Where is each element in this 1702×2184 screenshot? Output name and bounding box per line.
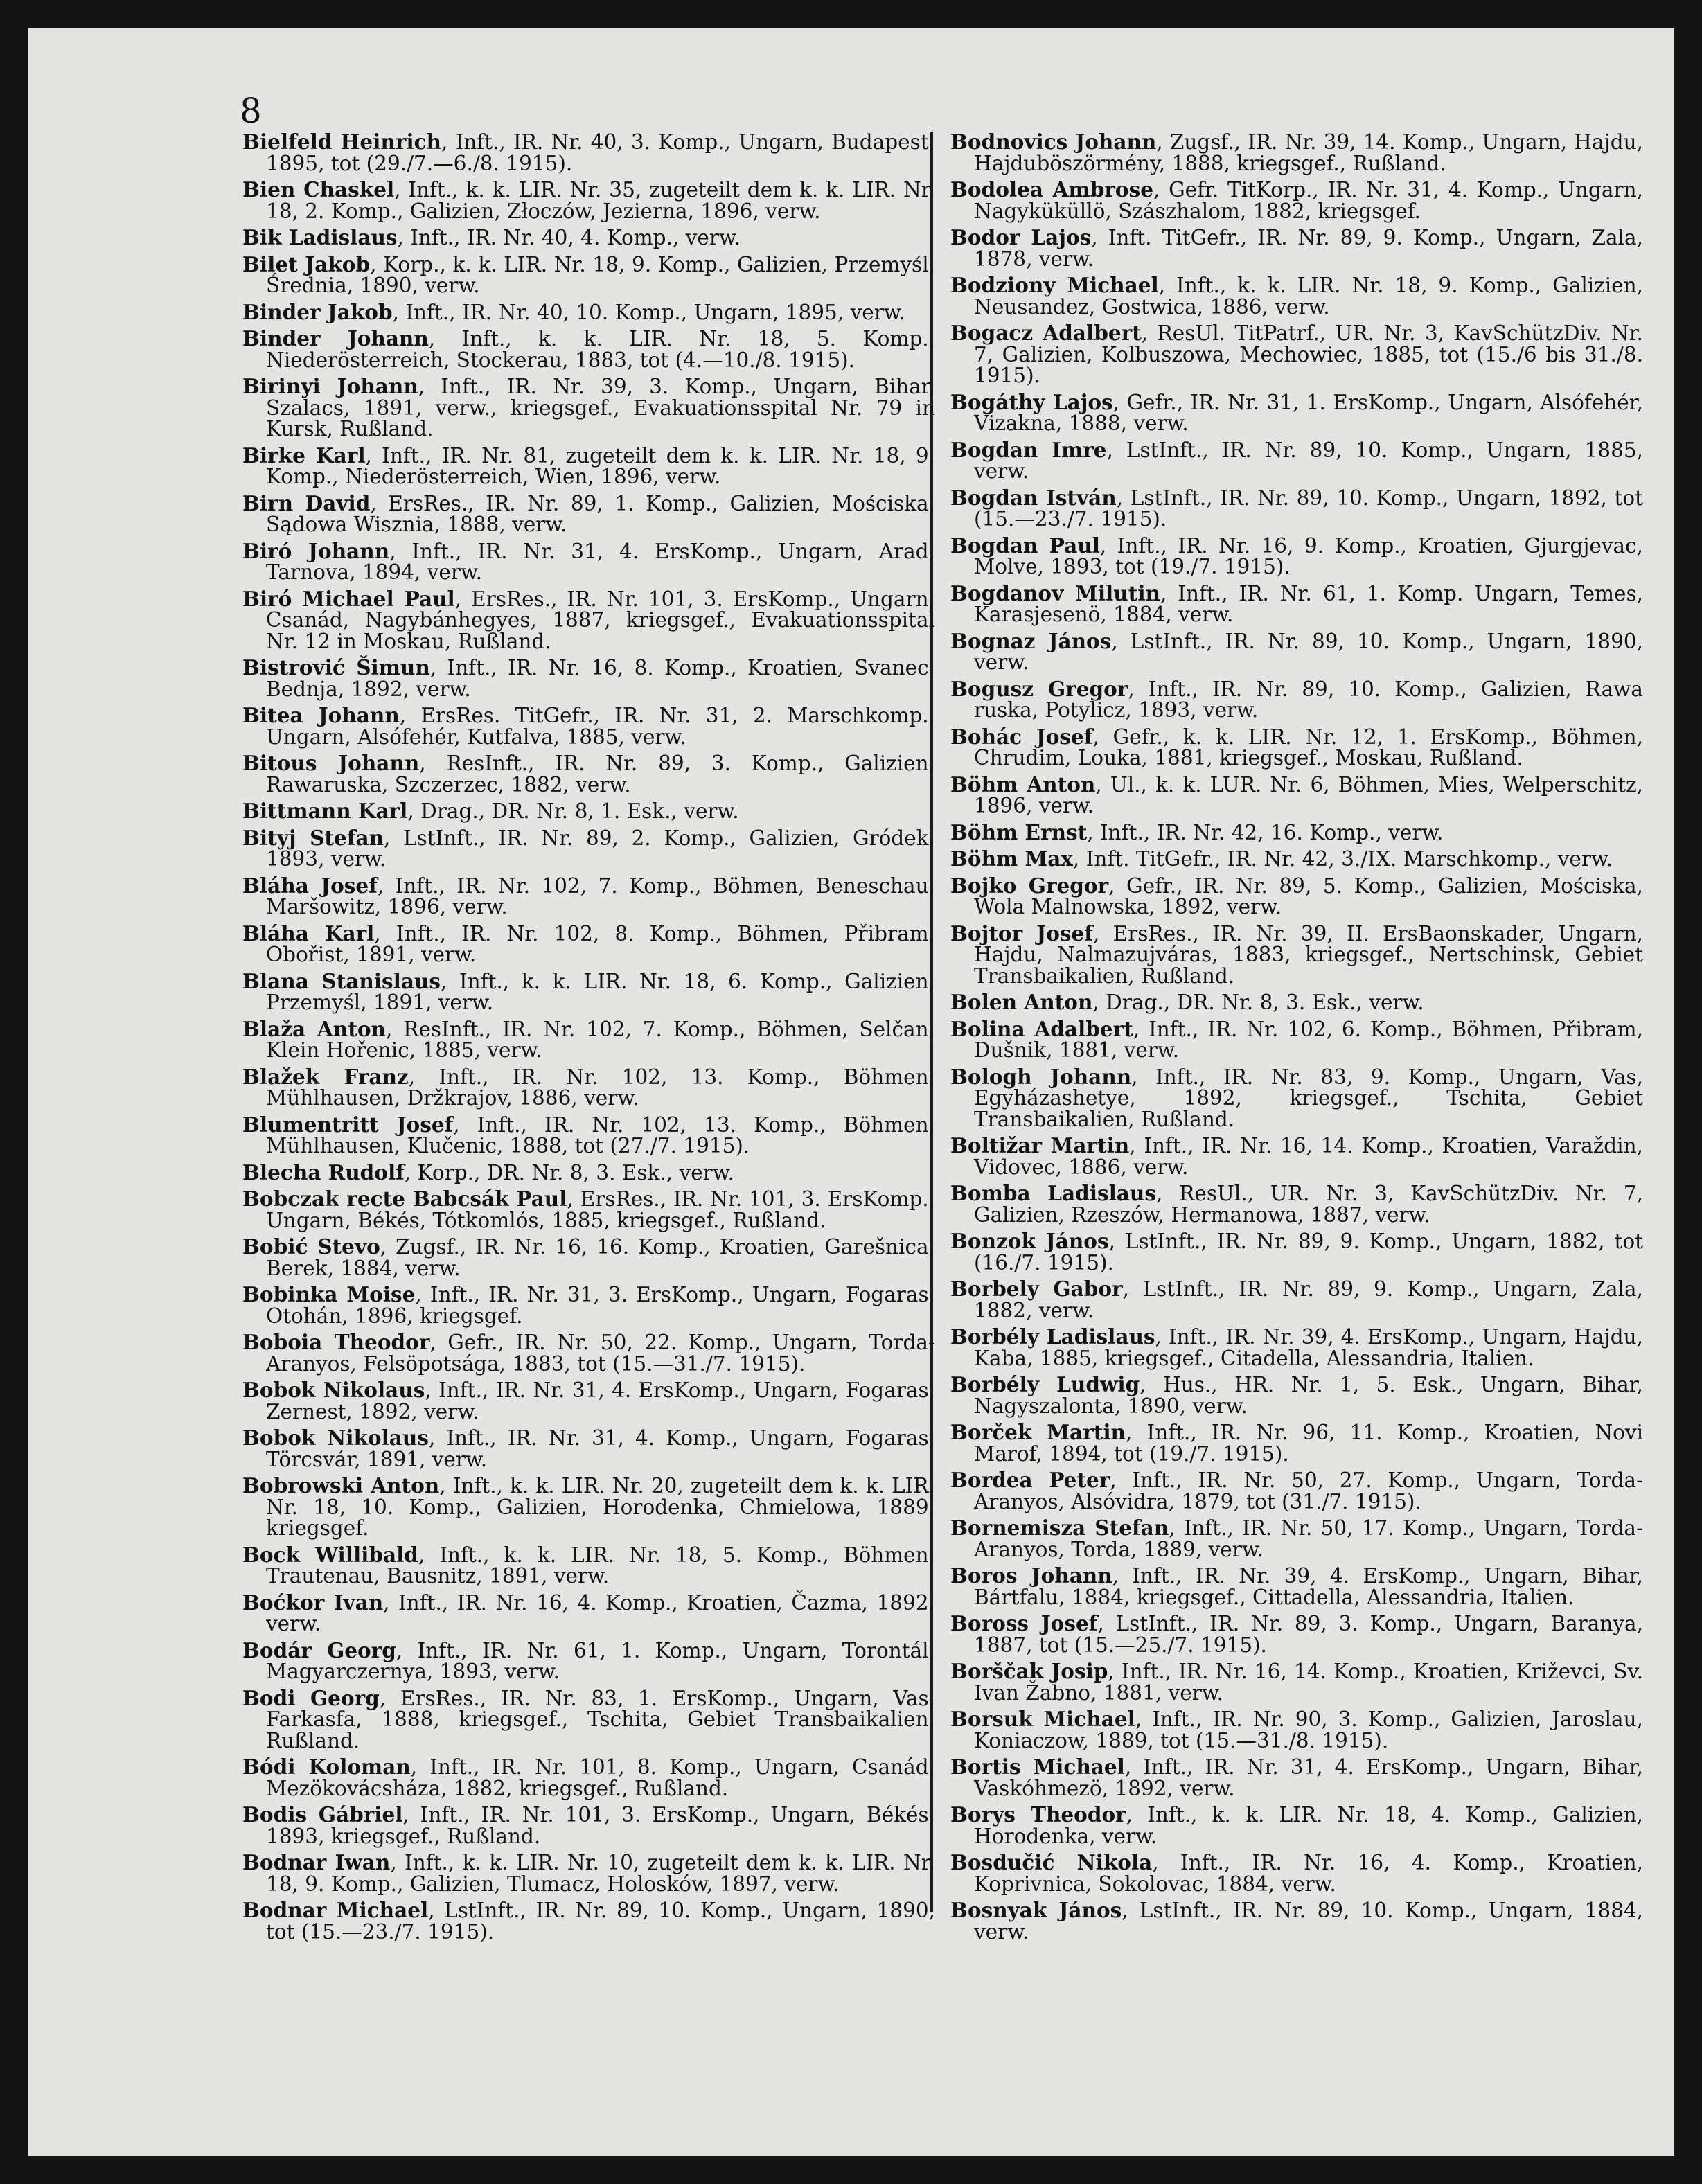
entry-name: Borščak Josip xyxy=(950,1659,1108,1683)
entry-name: Bodnovics Johann xyxy=(950,130,1157,154)
entry-name: Bogdan Paul xyxy=(950,533,1100,558)
entry-name: Bitous Johann xyxy=(242,751,420,775)
list-entry xyxy=(950,1757,1643,1799)
entry-details: , Inft., IR. Nr. 31, 4. ErsKomp., Ungarn, Bihar, Vaskóhmezö, 1892, verw. xyxy=(974,1755,1643,1800)
entry-name: Bosnyak János xyxy=(950,1898,1122,1922)
list-entry xyxy=(950,179,1643,222)
entry-details: , Inft., k. k. LIR. Nr. 18, 4. Komp., Galizien, Horodenka, verw. xyxy=(974,1803,1643,1848)
list-entry xyxy=(242,179,935,222)
entry-details: , Inft., IR. Nr. 31, 4. ErsKomp., Ungarn, Arad, Tarnova, 1894, verw. xyxy=(266,539,935,584)
entry-details: , LstInft., IR. Nr. 89, 2. Komp., Galizien, Gródek, 1893, verw. xyxy=(266,826,935,871)
entry-name: Bobok Nikolaus xyxy=(242,1378,425,1402)
list-entry xyxy=(242,1112,935,1157)
list-entry xyxy=(950,1804,1643,1847)
entry-name: Birke Karl xyxy=(242,443,366,468)
list-entry xyxy=(242,1064,935,1110)
list-entry xyxy=(242,1542,936,1588)
entry-name: Boboia Theodor xyxy=(242,1330,430,1354)
entry-details: , ResUl. TitPatrf., UR. Nr. 3, KavSchützDiv. Nr. 7, Galizien, Kolbuszowa, Mechowiec, 1885, tot (15./6 bis 31./8. 1915). xyxy=(974,321,1643,387)
list-entry xyxy=(242,801,935,822)
list-entry xyxy=(242,1804,935,1847)
list-entry xyxy=(242,1284,935,1326)
list-entry xyxy=(950,1183,1643,1225)
list-entry xyxy=(950,1231,1643,1273)
list-entry xyxy=(242,705,935,747)
entry-details: , Inft., k. k. LIR. Nr. 35, zugeteilt dem k. k. LIR. Nr. 18, 2. Komp., Galizien, Złoczów, Jezierna, 1896, verw. xyxy=(266,178,935,223)
entry-name: Bodolea Ambrose xyxy=(950,177,1153,202)
page-number: 8 xyxy=(240,91,262,131)
entry-details: , Drag., DR. Nr. 8, 1. Esk., verw. xyxy=(407,799,739,823)
entry-details: , Inft., IR. Nr. 16, 14. Komp., Kroatien, Križevci, Sv. Ivan Žabno, 1881, verw. xyxy=(974,1660,1643,1705)
entry-name: Bielfeld Heinrich xyxy=(242,130,441,154)
list-entry xyxy=(242,1189,935,1231)
entry-name: Blecha Rudolf xyxy=(242,1160,405,1184)
entry-name: Bonzok János xyxy=(950,1229,1109,1253)
entry-details: , Inft., IR. Nr. 39, 3. Komp., Ungarn, Bihar, Szalacs, 1891, verw., kriegsgef., Evakuationsspital Nr. 79 in Kursk, Rußland. xyxy=(266,375,935,441)
entry-name: Borbély Ludwig xyxy=(950,1372,1140,1396)
entry-details: , Hus., HR. Nr. 1, 5. Esk., Ungarn, Bihar, Nagyszalonta, 1890, verw. xyxy=(974,1373,1643,1418)
entry-name: Blaža Anton xyxy=(242,1016,386,1041)
entry-name: Böhm Max xyxy=(950,846,1073,871)
list-entry xyxy=(950,1852,1643,1894)
entry-details: , Inft., k. k. LIR. Nr. 18, 9. Komp., Galizien, Neusandez, Gostwica, 1886, verw. xyxy=(974,274,1643,319)
entry-name: Bognaz János xyxy=(950,628,1112,653)
entry-name: Bodziony Michael xyxy=(950,273,1159,297)
list-entry xyxy=(242,1592,935,1635)
entry-name: Boćkor Ivan xyxy=(242,1590,384,1615)
entry-name: Bodár Georg xyxy=(242,1637,396,1662)
list-entry xyxy=(950,132,1643,174)
entry-details: , Inft., IR. Nr. 61, 1. Komp., Ungarn, Torontál, Magyarczernya, 1893, verw. xyxy=(266,1638,935,1683)
entry-name: Bosdučić Nikola xyxy=(950,1850,1153,1874)
entry-details: , Inft., IR. Nr. 16, 14. Komp., Kroatien, Varaždin, Vidovec, 1886, verw. xyxy=(974,1134,1643,1179)
list-entry xyxy=(242,1475,935,1539)
list-entry xyxy=(242,1236,935,1279)
list-entry xyxy=(950,580,1643,626)
entry-name: Bien Chaskel xyxy=(242,177,395,202)
entry-details: , Inft., IR. Nr. 61, 1. Komp. Ungarn, Temes, Karasjesenö, 1884, verw. xyxy=(974,581,1643,626)
list-entry xyxy=(950,628,1643,674)
entry-details: , Inft., IR. Nr. 102, 6. Komp., Böhmen, Přibram, Dušnik, 1881, verw. xyxy=(974,1017,1643,1062)
entry-details: , Inft., IR. Nr. 102, 13. Komp., Böhmen, Mühlhausen, Klučenic, 1888, tot (27./7. 1915). xyxy=(266,1112,935,1157)
entry-details: , Inft., IR. Nr. 90, 3. Komp., Galizien, Jaroslau, Koniaczow, 1889, tot (15.—31./8. 1915). xyxy=(974,1707,1644,1752)
entry-name: Bik Ladislaus xyxy=(242,225,398,249)
entry-details: , Inft., k. k. LIR. Nr. 18, 5. Komp., Böhmen, Trautenau, Bausnitz, 1891, verw. xyxy=(266,1543,936,1588)
entry-details: , Inft., IR. Nr. 39, 4. ErsKomp., Ungarn, Hajdu, Kaba, 1885, kriegsgef., Citadella, Alessandria, Italien. xyxy=(974,1325,1643,1370)
entry-details: , LstInft., IR. Nr. 89, 10. Komp., Ungarn, 1884, verw. xyxy=(974,1899,1643,1944)
entry-details: , Gefr. TitKorp., IR. Nr. 31, 4. Komp., Ungarn, Nagyküküllö, Szászhalom, 1882, kriegsgef. xyxy=(974,178,1643,223)
entry-name: Bohác Josef xyxy=(950,724,1093,749)
entry-details: , ResInft., IR. Nr. 89, 3. Komp., Galizien, Rawaruska, Szczerzec, 1882, verw. xyxy=(266,752,935,797)
entry-name: Borček Martin xyxy=(950,1420,1126,1444)
entry-details: , Gefr., IR. Nr. 50, 22. Komp., Ungarn, Torda-Aranyos, Felsöpotsága, 1883, tot (15.—31./7. 1915). xyxy=(266,1331,935,1376)
entry-details: , Inft., IR. Nr. 16, 9. Komp., Kroatien, Gjurgjevac, Molve, 1893, tot (19./7. 1915). xyxy=(974,533,1643,578)
entry-name: Biró Johann xyxy=(242,538,390,563)
entry-name: Borbély Ladislaus xyxy=(950,1324,1155,1349)
entry-name: Bogacz Adalbert xyxy=(950,321,1142,345)
list-entry xyxy=(950,1279,1643,1321)
document-page xyxy=(28,28,1674,2156)
entry-name: Bodnar Michael xyxy=(242,1898,429,1922)
list-entry xyxy=(242,299,935,324)
entry-name: Bodor Lajos xyxy=(950,225,1092,249)
entry-name: Boltižar Martin xyxy=(950,1133,1130,1157)
entry-name: Bobok Nikolaus xyxy=(242,1426,429,1450)
entry-name: Bortis Michael xyxy=(950,1755,1125,1779)
entry-details: , Gefr., IR. Nr. 31, 1. ErsKomp., Ungarn, Alsófehér, Vizakna, 1888, verw. xyxy=(974,390,1643,435)
list-entry xyxy=(242,586,935,653)
entry-details: , LstInft., IR. Nr. 89, 9. Komp., Ungarn, Zala, 1882, verw. xyxy=(974,1277,1643,1322)
list-entry xyxy=(242,1428,935,1470)
list-entry xyxy=(950,485,1644,531)
entry-details: , Inft., IR. Nr. 39, 4. ErsKomp., Ungarn, Bihar, Bártfalu, 1884, kriegsgef., Cittadella, Alessandria, Italien. xyxy=(974,1564,1643,1609)
list-entry xyxy=(950,437,1643,483)
list-entry xyxy=(950,275,1643,317)
list-entry xyxy=(950,1016,1643,1062)
list-entry xyxy=(242,1637,935,1683)
entry-name: Bláha Karl xyxy=(242,921,375,945)
entry-name: Binder Johann xyxy=(242,326,429,350)
entry-details: , Inft., IR. Nr. 101, 3. ErsKomp., Ungarn, Békés, 1893, kriegsgef., Rußland. xyxy=(266,1803,936,1848)
list-entry xyxy=(950,1900,1643,1942)
list-entry xyxy=(950,873,1643,918)
entry-name: Bodi Georg xyxy=(242,1685,380,1710)
list-entry xyxy=(242,873,935,918)
entry-details: , ErsRes., IR. Nr. 101, 3. ErsKomp., Ungarn, Békés, Tótkomlós, 1885, kriegsgef., Rußland. xyxy=(266,1187,935,1232)
entry-details: , Inft., IR. Nr. 96, 11. Komp., Kroatien, Novi Marof, 1894, tot (19./7. 1915). xyxy=(974,1421,1644,1466)
entry-name: Bobrowski Anton xyxy=(242,1473,440,1498)
entry-name: Bornemisza Stefan xyxy=(950,1516,1169,1540)
entry-details: , Inft., IR. Nr. 83, 9. Komp., Ungarn, Vas, Egyházashetye, 1892, kriegsgef., Tschita, Gebiet Transbaikalien, Rußland. xyxy=(974,1065,1643,1131)
list-entry xyxy=(950,227,1643,269)
list-entry xyxy=(242,328,935,371)
entry-details: , LstInft., IR. Nr. 89, 3. Komp., Ungarn, Baranya, 1887, tot (15.—25./7. 1915). xyxy=(974,1612,1643,1657)
entry-details: , Inft., IR. Nr. 89, 10. Komp., Galizien, Rawa ruska, Potylicz, 1893, verw. xyxy=(974,677,1644,722)
entry-name: Bock Willibald xyxy=(242,1542,418,1567)
list-entry xyxy=(950,1064,1643,1131)
entry-name: Bistrović Šimun xyxy=(242,655,430,680)
list-entry xyxy=(242,132,935,174)
entry-details: , Inft., IR. Nr. 102, 7. Komp., Böhmen, Beneschau, Maršowitz, 1896, verw. xyxy=(266,873,935,918)
list-entry xyxy=(242,825,935,871)
entry-name: Bilet Jakob xyxy=(242,251,371,276)
entry-name: Borbely Gabor xyxy=(950,1277,1123,1301)
entry-name: Bitea Johann xyxy=(242,703,400,727)
list-entry xyxy=(242,968,935,1014)
entry-details: , Gefr., k. k. LIR. Nr. 12, 1. ErsKomp., Böhmen, Chrudim, Louka, 1881, kriegsgef., Moskau, Rußland. xyxy=(974,725,1643,770)
entry-name: Bogusz Gregor xyxy=(950,676,1128,701)
list-entry xyxy=(242,923,935,966)
entry-details: , LstInft., IR. Nr. 89, 9. Komp., Ungarn, 1882, tot (16./7. 1915). xyxy=(974,1229,1643,1275)
entry-details: , Ul., k. k. LUR. Nr. 6, Böhmen, Mies, Welperschitz, 1896, verw. xyxy=(974,772,1643,817)
list-entry xyxy=(950,992,1643,1013)
entry-details: , ResInft., IR. Nr. 102, 7. Komp., Böhmen, Selčan, Klein Hořenic, 1885, verw. xyxy=(266,1017,935,1062)
entry-name: Böhm Anton xyxy=(950,772,1096,797)
entry-name: Biró Michael Paul xyxy=(242,586,455,611)
entry-details: , Drag., DR. Nr. 8, 3. Esk., verw. xyxy=(1092,991,1424,1014)
entry-details: , LstInft., IR. Nr. 89, 10. Komp., Ungarn, 1890, verw. xyxy=(974,629,1643,674)
entry-details: , Gefr., IR. Nr. 89, 5. Komp., Galizien, Mościska, Wola Malnowska, 1892, verw. xyxy=(974,873,1643,918)
entry-name: Boros Johann xyxy=(950,1563,1112,1588)
entry-details: , Inft., IR. Nr. 16, 8. Komp., Kroatien, Svanec, Bednja, 1892, verw. xyxy=(266,656,936,701)
entry-name: Bodnar Iwan xyxy=(242,1850,391,1874)
entry-name: Boross Josef xyxy=(950,1611,1098,1635)
entry-name: Blažek Franz xyxy=(242,1064,409,1089)
list-entry xyxy=(950,923,1643,987)
list-entry xyxy=(242,490,935,536)
entry-details: , ErsRes., IR. Nr. 83, 1. ErsKomp., Ungarn, Vas, Farkasfa, 1888, kriegsgef., Tschita, Gebiet Transbaikalien, Rußland. xyxy=(266,1686,935,1752)
entry-details: , Inft., IR. Nr. 40, 4. Komp., verw. xyxy=(397,226,741,249)
entry-name: Bódi Koloman xyxy=(242,1755,411,1779)
list-entry xyxy=(242,1900,935,1942)
entry-name: Bomba Ladislaus xyxy=(950,1181,1156,1205)
list-entry xyxy=(242,1332,935,1374)
entry-details: , Inft., IR. Nr. 40, 10. Komp., Ungarn, 1895, verw. xyxy=(392,300,905,324)
list-entry xyxy=(950,1709,1643,1751)
entry-name: Bolen Anton xyxy=(950,990,1093,1014)
list-entry xyxy=(950,846,1643,871)
list-entry xyxy=(950,1326,1643,1369)
entry-details: , ErsRes., IR. Nr. 101, 3. ErsKomp., Ungarn, Csanád, Nagybánhegyes, 1887, kriegsgef., Evakuationsspital Nr. 12 in Moskau, Rußland. xyxy=(266,587,935,653)
entry-details: , Inft., k. k. LIR. Nr. 18, 6. Komp., Galizien, Przemyśl, 1891, verw. xyxy=(266,969,935,1014)
entry-details: , Inft., k. k. LIR. Nr. 10, zugeteilt dem k. k. LIR. Nr. 18, 9. Komp., Galizien, Tlumacz, Holosków, 1897, verw. xyxy=(266,1851,935,1896)
entry-name: Bogáthy Lajos xyxy=(950,389,1113,414)
entry-name: Böhm Ernst xyxy=(950,819,1088,844)
entry-details: , Inft. TitGefr., IR. Nr. 42, 3./IX. Marschkomp., verw. xyxy=(1072,847,1613,871)
list-entry xyxy=(242,1852,935,1894)
entry-name: Blana Stanislaus xyxy=(242,968,441,993)
entry-name: Binder Jakob xyxy=(242,299,393,324)
entry-name: Bláha Josef xyxy=(242,873,378,898)
entry-details: , ErsRes., IR. Nr. 39, II. ErsBaonskader, Ungarn, Hajdu, Nalmazujváras, 1883, kriegsgef., Nertschinsk, Gebiet Transbaikalien, Rußland. xyxy=(974,921,1643,988)
entry-details: , LstInft., IR. Nr. 89, 10. Komp., Ungarn, 1890, tot (15.—23./7. 1915). xyxy=(266,1899,935,1944)
list-entry xyxy=(950,1135,1643,1178)
list-entry xyxy=(242,227,935,249)
entry-name: Bogdan Imre xyxy=(950,437,1107,462)
entry-details: , ErsRes., IR. Nr. 89, 1. Komp., Galizien, Mościska, Sądowa Wisznia, 1888, verw. xyxy=(266,491,935,536)
entry-details: , Inft., IR. Nr. 101, 8. Komp., Ungarn, Csanád, Mezökovácsháza, 1882, kriegsgef., Rußland. xyxy=(266,1755,935,1800)
entry-details: , Inft., IR. Nr. 31, 4. ErsKomp., Ungarn, Fogaras, Zernest, 1892, verw. xyxy=(266,1378,935,1423)
list-entry xyxy=(950,676,1644,722)
entry-name: Bogdan István xyxy=(950,485,1117,510)
entry-name: Bojko Gregor xyxy=(950,873,1109,898)
list-entry xyxy=(242,1162,935,1184)
entry-name: Bogdanov Milutin xyxy=(950,580,1160,605)
entry-details: , Korp., k. k. LIR. Nr. 18, 9. Komp., Galizien, Przemyśl, Średnia, 1890, verw. xyxy=(266,252,936,297)
list-entry xyxy=(950,724,1643,770)
entry-name: Bojtor Josef xyxy=(950,921,1093,945)
entry-details: , Inft., IR. Nr. 50, 17. Komp., Ungarn, Torda-Aranyos, Torda, 1889, verw. xyxy=(974,1516,1643,1561)
left-column xyxy=(242,132,935,1948)
entry-details: , Inft., k. k. LIR. Nr. 18, 5. Komp., Niederösterreich, Stockerau, 1883, tot (4.—10./8. 1915). xyxy=(266,327,935,372)
list-entry xyxy=(242,538,935,584)
entry-name: Birinyi Johann xyxy=(242,374,418,398)
entry-name: Bordea Peter xyxy=(950,1468,1110,1492)
entry-details: , Inft. TitGefr., IR. Nr. 89, 9. Komp., Ungarn, Zala, 1878, verw. xyxy=(974,226,1643,271)
entry-details: , Inft., IR. Nr. 31, 3. ErsKomp., Ungarn, Fogaras, Otohán, 1896, kriegsgef. xyxy=(266,1283,935,1328)
list-entry xyxy=(242,1380,935,1422)
entry-name: Bityj Stefan xyxy=(242,825,384,850)
list-entry xyxy=(242,1016,935,1062)
entry-name: Birn David xyxy=(242,490,371,515)
list-entry xyxy=(950,1422,1643,1464)
list-entry xyxy=(950,389,1643,435)
entry-name: Bobić Stevo xyxy=(242,1234,380,1259)
list-entry xyxy=(950,323,1643,387)
entry-details: , Korp., DR. Nr. 8, 3. Esk., verw. xyxy=(404,1160,734,1184)
entry-details: , ErsRes. TitGefr., IR. Nr. 31, 2. Marschkomp., Ungarn, Alsófehér, Kutfalva, 1885, verw. xyxy=(266,704,935,749)
entry-details: , Inft., IR. Nr. 31, 4. Komp., Ungarn, Fogaras, Törcsvár, 1891, verw. xyxy=(266,1426,935,1471)
entry-details: , Inft., IR. Nr. 42, 16. Komp., verw. xyxy=(1087,820,1444,844)
entry-details: , Inft., IR. Nr. 102, 13. Komp., Böhmen, Mühlhausen, Držkrajov, 1886, verw. xyxy=(266,1065,935,1110)
entry-name: Bobczak recte Babcsák Paul xyxy=(242,1187,567,1211)
entry-details: , Inft., IR. Nr. 40, 3. Komp., Ungarn, Budapest, 1895, tot (29./7.—6./8. 1915). xyxy=(266,130,935,175)
entry-details: , ResUl., UR. Nr. 3, KavSchützDiv. Nr. 7, Galizien, Rzeszów, Hermanowa, 1887, verw. xyxy=(974,1182,1643,1227)
list-entry xyxy=(242,753,935,795)
right-column xyxy=(950,132,1643,1948)
entry-name: Bodis Gábriel xyxy=(242,1802,403,1827)
list-entry xyxy=(950,774,1643,817)
list-entry xyxy=(950,1565,1643,1608)
entry-name: Blumentritt Josef xyxy=(242,1112,454,1137)
entry-name: Bolina Adalbert xyxy=(950,1016,1133,1041)
entry-details: , Inft., k. k. LIR. Nr. 20, zugeteilt dem k. k. LIR. Nr. 18, 10. Komp., Galizien, Horodenka, Chmielowa, 1889, kriegsgef. xyxy=(266,1474,935,1540)
entry-details: , Inft., IR. Nr. 16, 4. Komp., Kroatien, Koprivnica, Sokolovac, 1884, verw. xyxy=(974,1851,1643,1896)
entry-details: , Zugsf., IR. Nr. 39, 14. Komp., Ungarn, Hajdu, Hajduböszörmény, 1888, kriegsgef., Rußland. xyxy=(974,130,1643,175)
entry-details: , Inft., IR. Nr. 102, 8. Komp., Böhmen, Přibram, Obořist, 1891, verw. xyxy=(266,921,936,966)
list-entry xyxy=(950,819,1643,844)
entry-details: , Inft., IR. Nr. 50, 27. Komp., Ungarn, Torda-Aranyos, Alsóvidra, 1879, tot (31./7. 1915). xyxy=(974,1468,1643,1513)
entry-name: Bittmann Karl xyxy=(242,799,408,823)
list-entry xyxy=(242,1685,935,1752)
list-entry xyxy=(242,1757,935,1799)
entry-name: Borsuk Michael xyxy=(950,1707,1135,1731)
list-entry xyxy=(242,251,936,297)
list-entry xyxy=(242,376,935,440)
list-entry xyxy=(950,1613,1643,1655)
list-entry xyxy=(950,1518,1643,1560)
list-entry xyxy=(242,657,935,700)
entry-details: , Inft., IR. Nr. 81, zugeteilt dem k. k. LIR. Nr. 18, 9. Komp., Niederösterreich, Wien, 1896, verw. xyxy=(266,443,935,488)
entry-name: Bobinka Moise xyxy=(242,1282,416,1306)
entry-details: , LstInft., IR. Nr. 89, 10. Komp., Ungarn, 1885, verw. xyxy=(974,438,1643,483)
entry-details: , Zugsf., IR. Nr. 16, 16. Komp., Kroatien, Garešnica, Berek, 1884, verw. xyxy=(266,1235,935,1280)
list-entry xyxy=(242,445,935,488)
entry-name: Borys Theodor xyxy=(950,1802,1126,1827)
list-entry xyxy=(950,535,1643,578)
list-entry xyxy=(950,1661,1643,1703)
list-entry xyxy=(950,1470,1643,1512)
list-entry xyxy=(950,1374,1643,1417)
entry-name: Bologh Johann xyxy=(950,1064,1132,1089)
entry-details: , Inft., IR. Nr. 16, 4. Komp., Kroatien, Čazma, 1892, verw. xyxy=(266,1590,935,1635)
entry-details: , LstInft., IR. Nr. 89, 10. Komp., Ungarn, 1892, tot (15.—23./7. 1915). xyxy=(974,486,1644,531)
